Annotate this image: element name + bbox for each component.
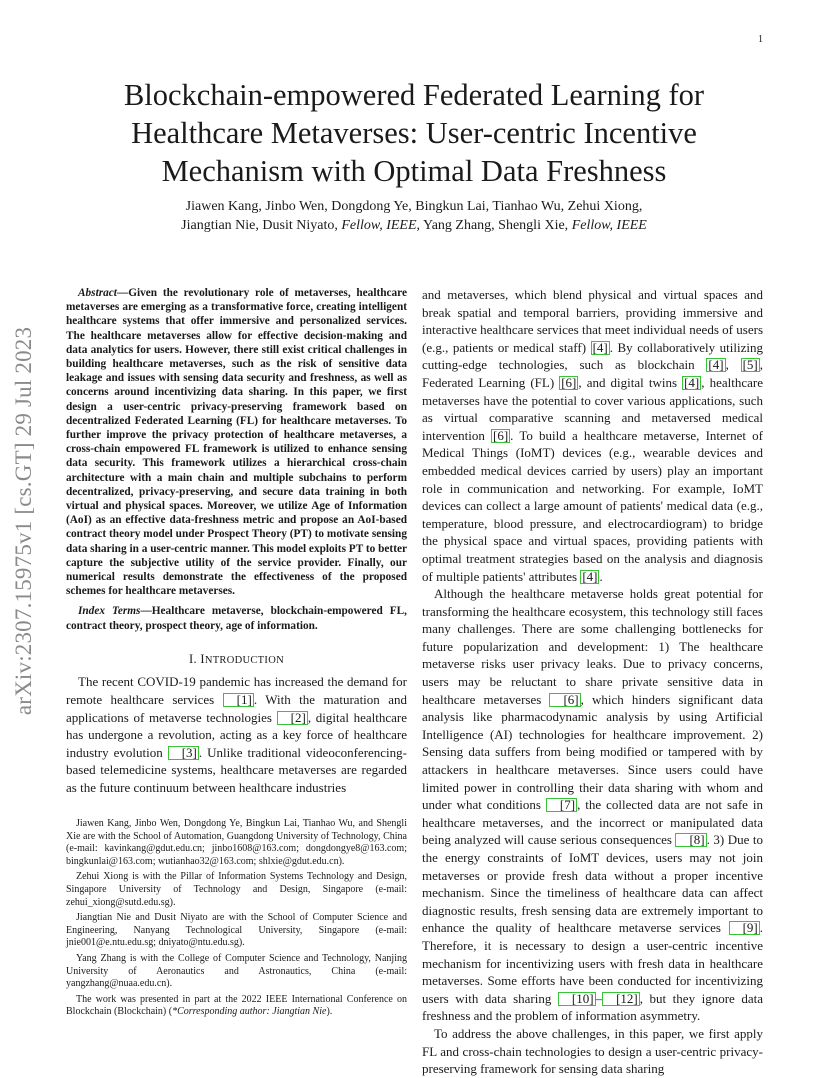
footnote-conference	[66, 994, 407, 1019]
paper-title: Blockchain-empowered Federated Learning for Healthcare Metaverses: User-centric Incentive Mechanism with Optimal Data Freshness	[123, 78, 705, 188]
citation-link[interactable]: [6]	[549, 692, 580, 707]
footnotes	[66, 818, 407, 1022]
text-run: Although the healthcare metaverse holds great potential for transforming the healthcare ecosystem, this technology still faces many challenges. There are some challenging bottlenecks for future popularization and development: 1) The healthcare metaverse risks user privacy leaks. Due to privacy concerns, users may be reluctant to share private sensitive data in healthcare metaverses	[422, 586, 763, 707]
text-run: . 3) Due to the energy constraints of IoMT devices, users may not join metaverses or provide fresh data without a proper incentive mechanism. Since the timeliness of healthcare data can affect diagnostic results, fresh sensing data are extremely important to enhance the quality of healthcare metaverse services	[422, 832, 763, 936]
text-run: ,	[725, 357, 741, 373]
right-paragraph-2	[422, 585, 763, 1025]
text-run: and metaverses, which blend physical and virtual spaces and break spatial and temporal barriers, providing immersive and interactive healthcare services that meet individual needs of users (e.g., patients or medical staff)	[422, 287, 763, 355]
section-heading-introduction	[66, 651, 407, 670]
citation-link[interactable]: [4]	[582, 568, 598, 584]
corresponding-author: *Corresponding author: Jiangtian Nie	[172, 1006, 327, 1018]
section-title-first: I	[200, 651, 205, 666]
citation-link[interactable]: [4]	[684, 374, 700, 390]
text-run: . Therefore, it is necessary to design a user-centric incentive mechanism for incentivizing users with fresh data in healthcare metaverses. Some efforts have been conducted for incentivizing users with data sharing	[422, 920, 763, 1006]
text-run: The recent COVID-19 pandemic has increased the demand for remote healthcare services	[66, 674, 407, 708]
text-run: .	[599, 568, 603, 584]
citation-link[interactable]: [3]	[168, 745, 199, 760]
index-terms	[66, 604, 407, 632]
text-run: , healthcare metaverses have the potential to cover various applications, such as virtual comparative scanning and metaversed medical intervention	[422, 374, 763, 443]
footnote-affiliation-sutd: Zehui Xiong is with the Pillar of Information Systems Technology and Design, Singapore University of Technology and Design, Singapore (e-mail: zehui_xiong@sutd.edu.sg).	[66, 871, 407, 908]
text-run: , but they ignore data freshness and the problem of information asymmetry.	[422, 990, 763, 1024]
page-number: 1	[758, 34, 763, 45]
text-run: –	[595, 990, 603, 1006]
citation-link[interactable]: [4]	[708, 357, 724, 373]
text-run: , and digital twins	[578, 374, 683, 390]
footnote-affiliation-ntu: Jiangtian Nie and Dusit Niyato are with the School of Computer Science and Engineering, Nanyang Technological University, Singapore (e-mail: jnie001@e.ntu.edu.sg; dniyato@ntu.edu.sg).	[66, 912, 407, 949]
index-terms-lead: Index Terms	[78, 605, 141, 618]
citation-link[interactable]: [12]	[602, 991, 640, 1006]
citation-link[interactable]: [1]	[223, 692, 254, 707]
text-run: The work was presented in part at the 2022 IEEE International Conference on Blockchain (Blockchain) (	[66, 993, 407, 1018]
section-number: I.	[189, 651, 197, 666]
right-paragraph-3: To address the above challenges, in this paper, we first apply FL and cross-chain technologies to design a user-centric privacy-preserving framework for sensing data sharing	[422, 1025, 763, 1077]
text-run: . By collaboratively utilizing cutting-edge technologies, such as blockchain	[422, 339, 764, 373]
section-title-rest: NTRODUCTION	[204, 654, 284, 666]
fellow-ieee-1: Fellow, IEEE	[341, 218, 417, 233]
authors-2c: , Yang Zhang, Shengli Xie,	[416, 218, 569, 233]
citation-link[interactable]: [4]	[592, 339, 608, 355]
author-list	[60, 197, 768, 235]
text-run: . Unlike traditional videoconferencing-based telemedicine systems, healthcare metaverses are regarded as the future continuum between healthcare industries	[66, 744, 408, 796]
left-column	[66, 286, 407, 797]
citation-link[interactable]: [6]	[561, 374, 577, 390]
fellow-ieee-2: Fellow, IEEE	[571, 218, 647, 233]
footnote-affiliation-gdut: Jiawen Kang, Jinbo Wen, Dongdong Ye, Bingkun Lai, Tianhao Wu, and Shengli Xie are with the School of Automation, Guangdong University of Technology, China (e-mail: kavinkang@gdut.edu.cn; jinbo1608@163.com; dongdongye8@163.com; bingkunlai@163.com; wutianhao32@163.com; shlxie@gdut.edu.cn).	[66, 818, 407, 867]
abstract	[66, 286, 407, 598]
index-terms-text: —Healthcare metaverse, blockchain-empowered FL, contract theory, prospect theory, age of information.	[66, 605, 407, 632]
authors-line-2	[60, 216, 768, 235]
text-run: , digital healthcare has undergone a revolution, acting as a key force of healthcare industry evolution	[66, 709, 408, 760]
intro-paragraph-1	[66, 673, 407, 796]
citation-link[interactable]: [10]	[558, 991, 596, 1006]
arxiv-stamp	[4, 266, 44, 776]
text-run: , the collected data are not safe in healthcare metaverses, and the incorrect or manipulated data being analyzed will cause serious consequences	[422, 797, 763, 848]
text-run: ).	[326, 1006, 333, 1018]
citation-link[interactable]: [9]	[729, 920, 760, 935]
text-run: , which hinders significant data analysis like pharmacodynamic analysis by using Artificial Intelligence (AI) technologies for healthcare improvement. 2) Sensing data suffers from being modified or tampered with by attackers in healthcare metaverses. Since users could have limited power in controlling their data sharing with whom and under what conditions	[422, 691, 763, 813]
text-run: . With the maturation and applications of metaverse technologies	[66, 692, 407, 725]
right-paragraph-1	[422, 286, 763, 585]
right-column	[422, 286, 763, 1078]
citation-link[interactable]: [7]	[546, 797, 577, 812]
abstract-text: —Given the revolutionary role of metaverses, healthcare metaverses are emerging as a transformative force, creating intelligent healthcare systems that offer immersive and personalized services. The healthcare metaverses allow for effective decision-making and data analytics for users. However, there still exist critical challenges in building healthcare metaverses, such as the risk of sensitive data leakage and issues with sensing data security and freshness, as well as concerns around incentivizing data sharing. In this paper, we first design a user-centric privacy-preserving framework based on decentralized Federated Learning (FL) for healthcare metaverses. To further improve the privacy protection of healthcare metaverses, a cross-chain empowered FL framework is utilized to enhance sensing data security. This framework utilizes a hierarchical cross-chain architecture with a main chain and multiple subchains to perform decentralized, privacy-preserving, and secure data training in both virtual and physical spaces. Moreover, we utilize Age of Information (AoI) as an effective data-freshness metric and propose an AoI-based contract theory model under Prospect Theory (PT) to motivate sensing data sharing in a user-centric manner. This model exploits PT to better capture the subjective utility of the service provider. Finally, our numerical results demonstrate the effectiveness of the proposed schemes for healthcare metaverses.	[66, 287, 407, 598]
authors-line-1: Jiawen Kang, Jinbo Wen, Dongdong Ye, Bingkun Lai, Tianhao Wu, Zehui Xiong,	[185, 199, 643, 214]
text-run: . To build a healthcare metaverse, Internet of Medical Things (IoMT) devices (e.g., wearable devices and embedded medical devices carried by users) play an important role in communication and networking. For example, IoMT devices can collect a large amount of patients' medical data (e.g., temperature, blood pressure, and electrocardiogram) to bridge the physical space and virtual spaces, providing patients with optimal treatment strategies based on the analysis and diagnosis of multiple patients' attributes	[422, 427, 763, 584]
footnote-affiliation-nuaa: Yang Zhang is with the College of Computer Science and Technology, Nanjing University of Aeronautics and Astronautics, China (e-mail: yangzhang@nuaa.edu.cn).	[66, 952, 407, 990]
citation-link[interactable]: [5]	[742, 357, 758, 373]
citation-link[interactable]: [2]	[277, 710, 308, 725]
abstract-lead: Abstract	[78, 287, 117, 299]
citation-link[interactable]: [6]	[493, 427, 509, 443]
arxiv-stamp-text: arXiv:2307.15975v1 [cs.GT] 29 Jul 2023	[11, 326, 36, 716]
text-run: , Federated Learning (FL)	[422, 357, 764, 390]
authors-2a: Jiangtian Nie, Dusit Niyato,	[181, 218, 338, 233]
citation-link[interactable]: [8]	[675, 832, 706, 847]
